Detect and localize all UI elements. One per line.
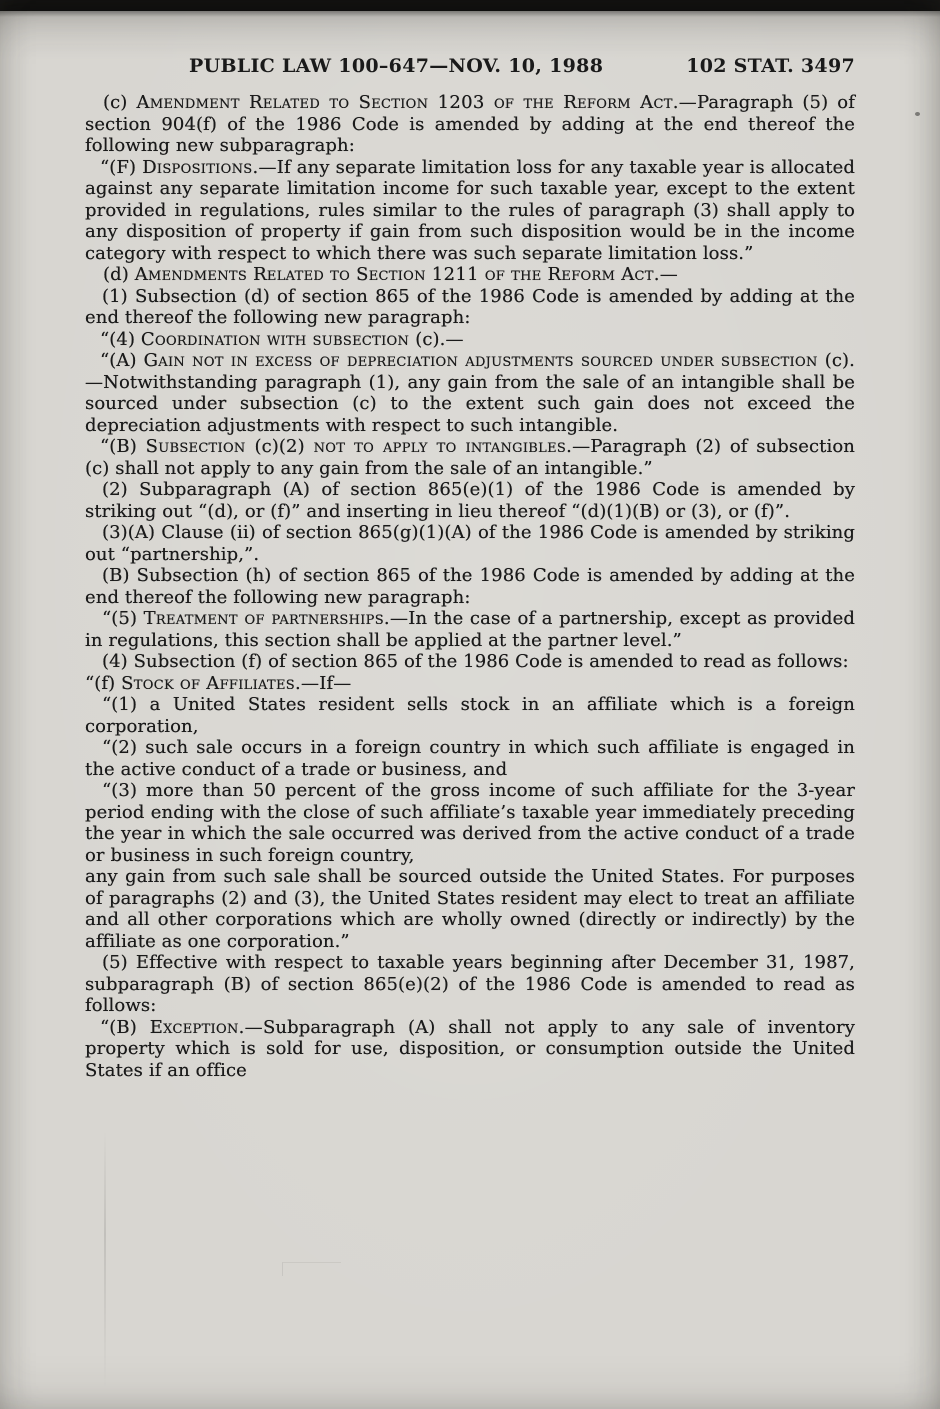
- statute-paragraph: [85, 780, 855, 866]
- scan-speck: [915, 112, 920, 116]
- text-run: (c)(2): [254, 436, 305, 457]
- smallcaps-heading: Subsection: [145, 436, 255, 457]
- text-run: (4) Subsection (f) of section 865 of the 1986 Code is amended to read as follows:: [102, 651, 849, 672]
- smallcaps-heading: Gain not in excess of depreciation adjustments sourced under subsection: [143, 350, 825, 371]
- statute-paragraph: [85, 866, 855, 952]
- text-run: “(F): [100, 156, 143, 178]
- statute-paragraph: [85, 264, 855, 286]
- statute-paragraph: [85, 522, 855, 565]
- statute-paragraph: [85, 737, 855, 780]
- text-run: Paragraph (2) of subsection (c) shall not apply to any gain from the sale of an intangible.”: [85, 436, 855, 479]
- statute-paragraph: [85, 1017, 855, 1082]
- text-run: “(1) a United States resident sells stock in an affiliate which is a foreign corporation,: [85, 694, 855, 737]
- page-header: [85, 54, 855, 78]
- text-run: “(3) more than 50 percent of the gross income of such affiliate for the 3-year period ending with the close of such affiliate’s taxable year immediately preceding the year in which the sale occurred was derived from the active conduct of a trade or business in such foreign country,: [85, 780, 855, 866]
- smallcaps-heading: Amendment Related to Section 1203 of the Reform Act.—: [136, 92, 698, 113]
- statute-paragraph: [85, 329, 855, 351]
- text-run: “(B): [100, 1016, 150, 1038]
- statute-paragraph: [85, 92, 855, 157]
- text-run: If—: [319, 672, 352, 694]
- statute-body: [85, 92, 855, 1081]
- statutes-at-large-number: 102 STAT. 3497: [686, 55, 855, 77]
- statute-paragraph: [85, 673, 855, 695]
- statute-paragraph: [85, 436, 855, 479]
- text-run: any gain from such sale shall be sourced outside the United States. For purposes of paragraphs (2) and (3), the United States resident may elect to treat an affiliate and all other corporations which are wholly owned (directly or indirectly) by the affiliate as one corporation.”: [85, 866, 855, 952]
- statute-paragraph: [85, 952, 855, 1017]
- smallcaps-heading: Dispositions.—: [142, 156, 277, 178]
- smallcaps-heading: Treatment of partnerships.—: [143, 608, 409, 629]
- text-run: (c): [103, 92, 137, 113]
- statute-paragraph: [85, 694, 855, 737]
- statute-paragraph: [85, 479, 855, 522]
- text-run: “(2) such sale occurs in a foreign country in which such affiliate is engaged in the active conduct of a trade or business, and: [85, 737, 855, 780]
- text-run: (5) Effective with respect to taxable years beginning after December 31, 1987, subparagraph (B) of section 865(e)(2) of the 1986 Code is amended to read as follows:: [85, 952, 855, 1016]
- smallcaps-heading: Stock of Affiliates.—: [121, 672, 320, 694]
- text-run: (1) Subsection (d) of section 865 of the 1986 Code is amended by adding at the end thereof the following new paragraph:: [85, 285, 855, 328]
- statute-paragraph: [85, 608, 855, 651]
- text-run: In the case of a partnership, except as provided in regulations, this section shall be applied at the partner level.”: [85, 608, 856, 651]
- scan-edge-top: [0, 0, 940, 11]
- statute-paragraph: [85, 651, 855, 673]
- text-run: (2) Subparagraph (A) of section 865(e)(1) of the 1986 Code is amended by striking out “(d), or (f)” and inserting in lieu thereof “(d)(1)(B) or (3), or (f)”.: [85, 479, 855, 522]
- smallcaps-heading: not to apply to intangibles.—: [304, 436, 591, 457]
- statute-paragraph: [85, 350, 855, 436]
- statute-paragraph: [85, 157, 855, 265]
- text-run: (d): [103, 264, 135, 285]
- statute-paragraph: [85, 565, 855, 608]
- text-run: (3)(A) Clause (ii) of section 865(g)(1)(A) of the 1986 Code is amended by striking out “partnership,”.: [85, 522, 855, 565]
- text-run: “(5): [102, 608, 144, 629]
- public-law-title: PUBLIC LAW 100–647—NOV. 10, 1988: [189, 55, 604, 77]
- text-run: “(B): [100, 436, 146, 457]
- smallcaps-heading: Amendments Related to Section 1211 of the Reform Act.—: [134, 264, 679, 285]
- text-run: “(4): [100, 328, 141, 350]
- text-run: If any separate limitation loss for any taxable year is allocated against any separate limitation income for such taxable year, except to the extent provided in regulations, rules similar to the rules of paragraph (3) shall apply to any disposition of property if gain from such disposition would be in the income category with respect to which there was such separate limitation loss.”: [85, 156, 855, 264]
- text-run: Subparagraph (A) shall not apply to any sale of inventory property which is sold for use, disposition, or consumption outside the United States if an office: [85, 1016, 855, 1081]
- smallcaps-heading: Coordination with subsection: [140, 328, 416, 350]
- text-run: “(A): [100, 350, 144, 371]
- statute-paragraph: [85, 286, 855, 329]
- text-run: (c).—Notwithstanding paragraph (1), any gain from the sale of an intangible shall be sourced under subsection (c) to the extent such gain does not exceed the depreciation adjustments with respect to such intangible.: [85, 350, 855, 436]
- text-run: (B) Subsection (h) of section 865 of the 1986 Code is amended by adding at the end thereof the following new paragraph:: [85, 565, 855, 608]
- scan-smudge: [282, 1262, 341, 1276]
- smallcaps-heading: Exception.—: [149, 1016, 263, 1038]
- text-run: Paragraph (5) of section 904(f) of the 1986 Code is amended by adding at the end thereof the following new subparagraph:: [85, 92, 855, 156]
- text-run: (c).—: [415, 328, 464, 350]
- text-run: “(f): [85, 672, 122, 694]
- scan-crease: [104, 1130, 106, 1390]
